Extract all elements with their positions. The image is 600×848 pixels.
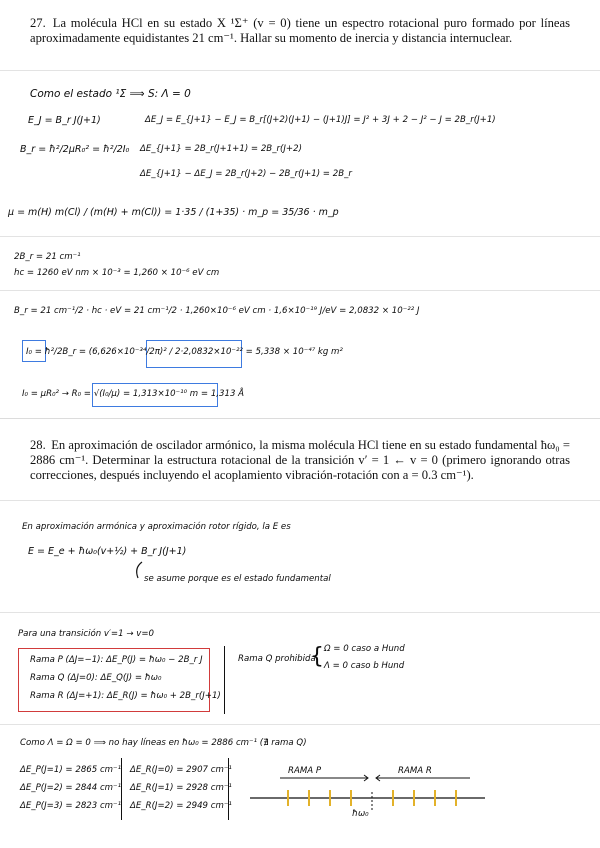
note-27-line-1: Como el estado ¹Σ ⟹ S: Λ = 0 bbox=[30, 88, 191, 100]
problem-28-text: En aproximación de oscilador armónico, la misma molécula HCl tiene en su estado fundamental ħω₀ = 2886 cm⁻¹. Determinar la estructura rotacional de la transición v′ = 1 ← v = 0 (primero ignorando otras correcciones, después incluyendo el acoplamiento vibración-rotación con a = 0.3 cm⁻¹). bbox=[30, 438, 570, 482]
problem-27-statement bbox=[30, 16, 570, 46]
note-28-p1: ΔE_P(J=1) = 2865 cm⁻¹ bbox=[20, 765, 122, 775]
note-27-delta-energy: ΔE_J = E_{J+1} − E_J = B_r[(J+2)(J+1) − (J+1)J] = J² + 3J + 2 − J² − J = 2B_r(J+1) bbox=[145, 115, 496, 125]
note-27-delta-energy-next: ΔE_{J+1} = 2B_r(J+1+1) = 2B_r(J+2) bbox=[140, 144, 302, 154]
note-27-hc: hc = 1260 eV nm × 10⁻³ = 1,260 × 10⁻⁶ eV cm bbox=[14, 268, 220, 278]
note-28-lambda: Λ = 0 caso b Hund bbox=[324, 661, 405, 671]
ruled-line bbox=[0, 236, 600, 237]
note-28-r2: ΔE_R(J=2) = 2949 cm⁻¹ bbox=[130, 801, 232, 811]
problem-28-number: 28. bbox=[30, 438, 46, 452]
divider-line bbox=[121, 758, 122, 820]
note-27-difference: ΔE_{J+1} − ΔE_J = 2B_r(J+2) − 2B_r(J+1) = 2B_r bbox=[140, 169, 352, 179]
divider-line bbox=[228, 758, 229, 820]
note-28-r1: ΔE_R(J=1) = 2928 cm⁻¹ bbox=[130, 783, 232, 793]
problem-27-number: 27. bbox=[30, 16, 46, 30]
divider-line bbox=[224, 646, 225, 714]
note-28-r0: ΔE_R(J=0) = 2907 cm⁻¹ bbox=[130, 765, 232, 775]
ruled-line bbox=[0, 612, 600, 613]
note-28-q-forbidden: Rama Q prohibida bbox=[238, 654, 316, 664]
note-28-rama-r: Rama R (ΔJ=+1): ΔE_R(J) = ħω₀ + 2B_r(J+1) bbox=[30, 691, 221, 701]
arrow-curve-icon bbox=[134, 562, 144, 580]
ruled-line bbox=[0, 500, 600, 501]
note-28-no-q: Como Λ = Ω = 0 ⟹ no hay líneas en ħω₀ = 2886 cm⁻¹ (∄ rama Q) bbox=[20, 738, 307, 748]
spectrum-center-label: ħω₀ bbox=[352, 809, 369, 819]
note-28-p3: ΔE_P(J=3) = 2823 cm⁻¹ bbox=[20, 801, 122, 811]
note-28-p2: ΔE_P(J=2) = 2844 cm⁻¹ bbox=[20, 783, 122, 793]
problem-28-statement bbox=[30, 438, 570, 483]
brace-icon: { bbox=[310, 644, 324, 669]
note-28-transition: Para una transición v′=1 → v=0 bbox=[18, 629, 155, 639]
note-28-omega: Ω = 0 caso a Hund bbox=[324, 644, 405, 654]
note-27-distance: I₀ = μR₀² → R₀ = √(I₀/μ) = 1,313×10⁻¹⁰ m = 1,313 Å bbox=[22, 389, 245, 399]
spectrum-label-p: RAMA P bbox=[288, 766, 322, 776]
problem-27-text: La molécula HCl en su estado X ¹Σ⁺ (v = 0) tiene un espectro rotacional puro formado por líneas aproximadamente equidistantes 21 cm⁻¹. Hallar su momento de inercia y distancia internuclear. bbox=[30, 16, 570, 45]
note-27-energy: E_J = B_r J(J+1) bbox=[28, 115, 101, 126]
spectrum-sketch bbox=[250, 768, 490, 818]
note-27-br-value: B_r = 21 cm⁻¹/2 · hc · eV = 21 cm⁻¹/2 · 1,260×10⁻⁶ eV cm · 1,6×10⁻¹⁹ J/eV = 2,0832 × 10⁻²² J bbox=[14, 306, 420, 316]
note-27-2br: 2B_r = 21 cm⁻¹ bbox=[14, 252, 81, 262]
ruled-line bbox=[0, 290, 600, 291]
ruled-line bbox=[0, 724, 600, 725]
note-28-line-1: En aproximación armónica y aproximación rotor rígido, la E es bbox=[22, 522, 291, 532]
note-27-inertia: I₀ = ħ²/2B_r = (6,626×10⁻³⁴/2π)² / 2·2,0832×10⁻²² = 5,338 × 10⁻⁴⁷ kg m² bbox=[26, 347, 343, 357]
ruled-line bbox=[0, 70, 600, 71]
note-27-rot-constant: B_r = ħ²/2μR₀² = ħ²/2I₀ bbox=[20, 144, 130, 155]
note-28-rama-p: Rama P (ΔJ=−1): ΔE_P(J) = ħω₀ − 2B_r J bbox=[30, 655, 203, 665]
note-28-energy: E = E_e + ħω₀(v+½) + B_r J(J+1) bbox=[28, 546, 187, 557]
page-problem-28 bbox=[0, 424, 600, 848]
note-28-rama-q: Rama Q (ΔJ=0): ΔE_Q(J) = ħω₀ bbox=[30, 673, 162, 683]
note-28-assumption: se asume porque es el estado fundamental bbox=[144, 574, 331, 584]
note-27-reduced-mass: μ = m(H) m(Cl) / (m(H) + m(Cl)) = 1·35 / (1+35) · m_p = 35/36 · m_p bbox=[8, 207, 339, 218]
spectrum-label-r: RAMA R bbox=[398, 766, 432, 776]
